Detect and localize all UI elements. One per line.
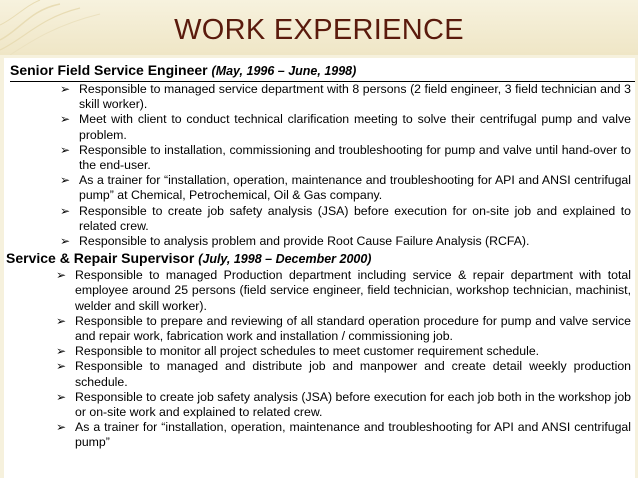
list-item: ➢ Responsible to analysis problem and provide Root Cause Failure Analysis (RCFA). (60, 234, 530, 249)
arrow-bullet-icon: ➢ (56, 389, 67, 404)
list-item: ➢ Responsible to monitor all project schedules to meet customer requirement schedule. (56, 344, 540, 359)
list-item: ➢ Responsible to installation, commissioning and troubleshooting for pump and valve until hand-over to the end-user. (60, 142, 631, 173)
job-responsibilities-list (4, 82, 635, 249)
list-item: ➢ Responsible to managed service department with 8 persons (2 field engineer, 3 field technician and 3 skill worker). (60, 82, 631, 112)
job-dates: (May, 1996 – June, 1998) (211, 64, 357, 78)
job-dates: (July, 1998 – December 2000) (198, 252, 372, 267)
arrow-bullet-icon: ➢ (60, 82, 71, 96)
job-heading (6, 250, 635, 268)
slide-title: WORK EXPERIENCE (174, 14, 464, 46)
arrow-bullet-icon: ➢ (56, 359, 67, 374)
arrow-bullet-icon: ➢ (60, 112, 71, 127)
job-title: Senior Field Service Engineer (10, 62, 208, 78)
slide-content (4, 58, 635, 478)
arrow-bullet-icon: ➢ (56, 313, 67, 328)
slide-header (0, 0, 638, 55)
arrow-bullet-icon: ➢ (56, 268, 67, 283)
arrow-bullet-icon: ➢ (60, 142, 71, 157)
list-item: ➢ Meet with client to conduct technical clarification meeting to solve their centrifugal pump and valve problem. (60, 112, 631, 142)
list-item: ➢ As a trainer for “installation, operation, maintenance and troubleshooting for API and ANSI centrifugal pump” at Chemical, Petrochemical, Oil & Gas company. (60, 173, 631, 203)
list-item: ➢ Responsible to managed Production department including service & repair department with total employee around 25 persons (field service engineer, field technician, workshop technician, machinist, welder and skill worker). (56, 268, 631, 313)
list-item: ➢ Responsible to managed and distribute job and manpower and create detail weekly production schedule. (56, 359, 631, 389)
arrow-bullet-icon: ➢ (56, 420, 67, 435)
job-title: Service & Repair Supervisor (6, 250, 195, 267)
arrow-bullet-icon: ➢ (56, 344, 67, 359)
arrow-bullet-icon: ➢ (60, 234, 71, 249)
list-item: ➢ As a trainer for “installation, operation, maintenance and troubleshooting for API and ANSI centrifugal pump” (56, 420, 631, 450)
job-responsibilities-list (4, 268, 635, 450)
job-heading (10, 62, 635, 82)
arrow-bullet-icon: ➢ (60, 173, 71, 188)
list-item: ➢ Responsible to create job safety analysis (JSA) before execution for on-site job and explained to related crew. (60, 203, 631, 233)
list-item: ➢ Responsible to prepare and reviewing of all standard operation procedure for pump and valve service and repair work, fabrication work and installation / commissioning job. (56, 313, 631, 344)
list-item: ➢ Responsible to create job safety analysis (JSA) before execution for each job both in the workshop job or on-site work and explained to related crew. (56, 389, 631, 420)
arrow-bullet-icon: ➢ (60, 203, 71, 218)
